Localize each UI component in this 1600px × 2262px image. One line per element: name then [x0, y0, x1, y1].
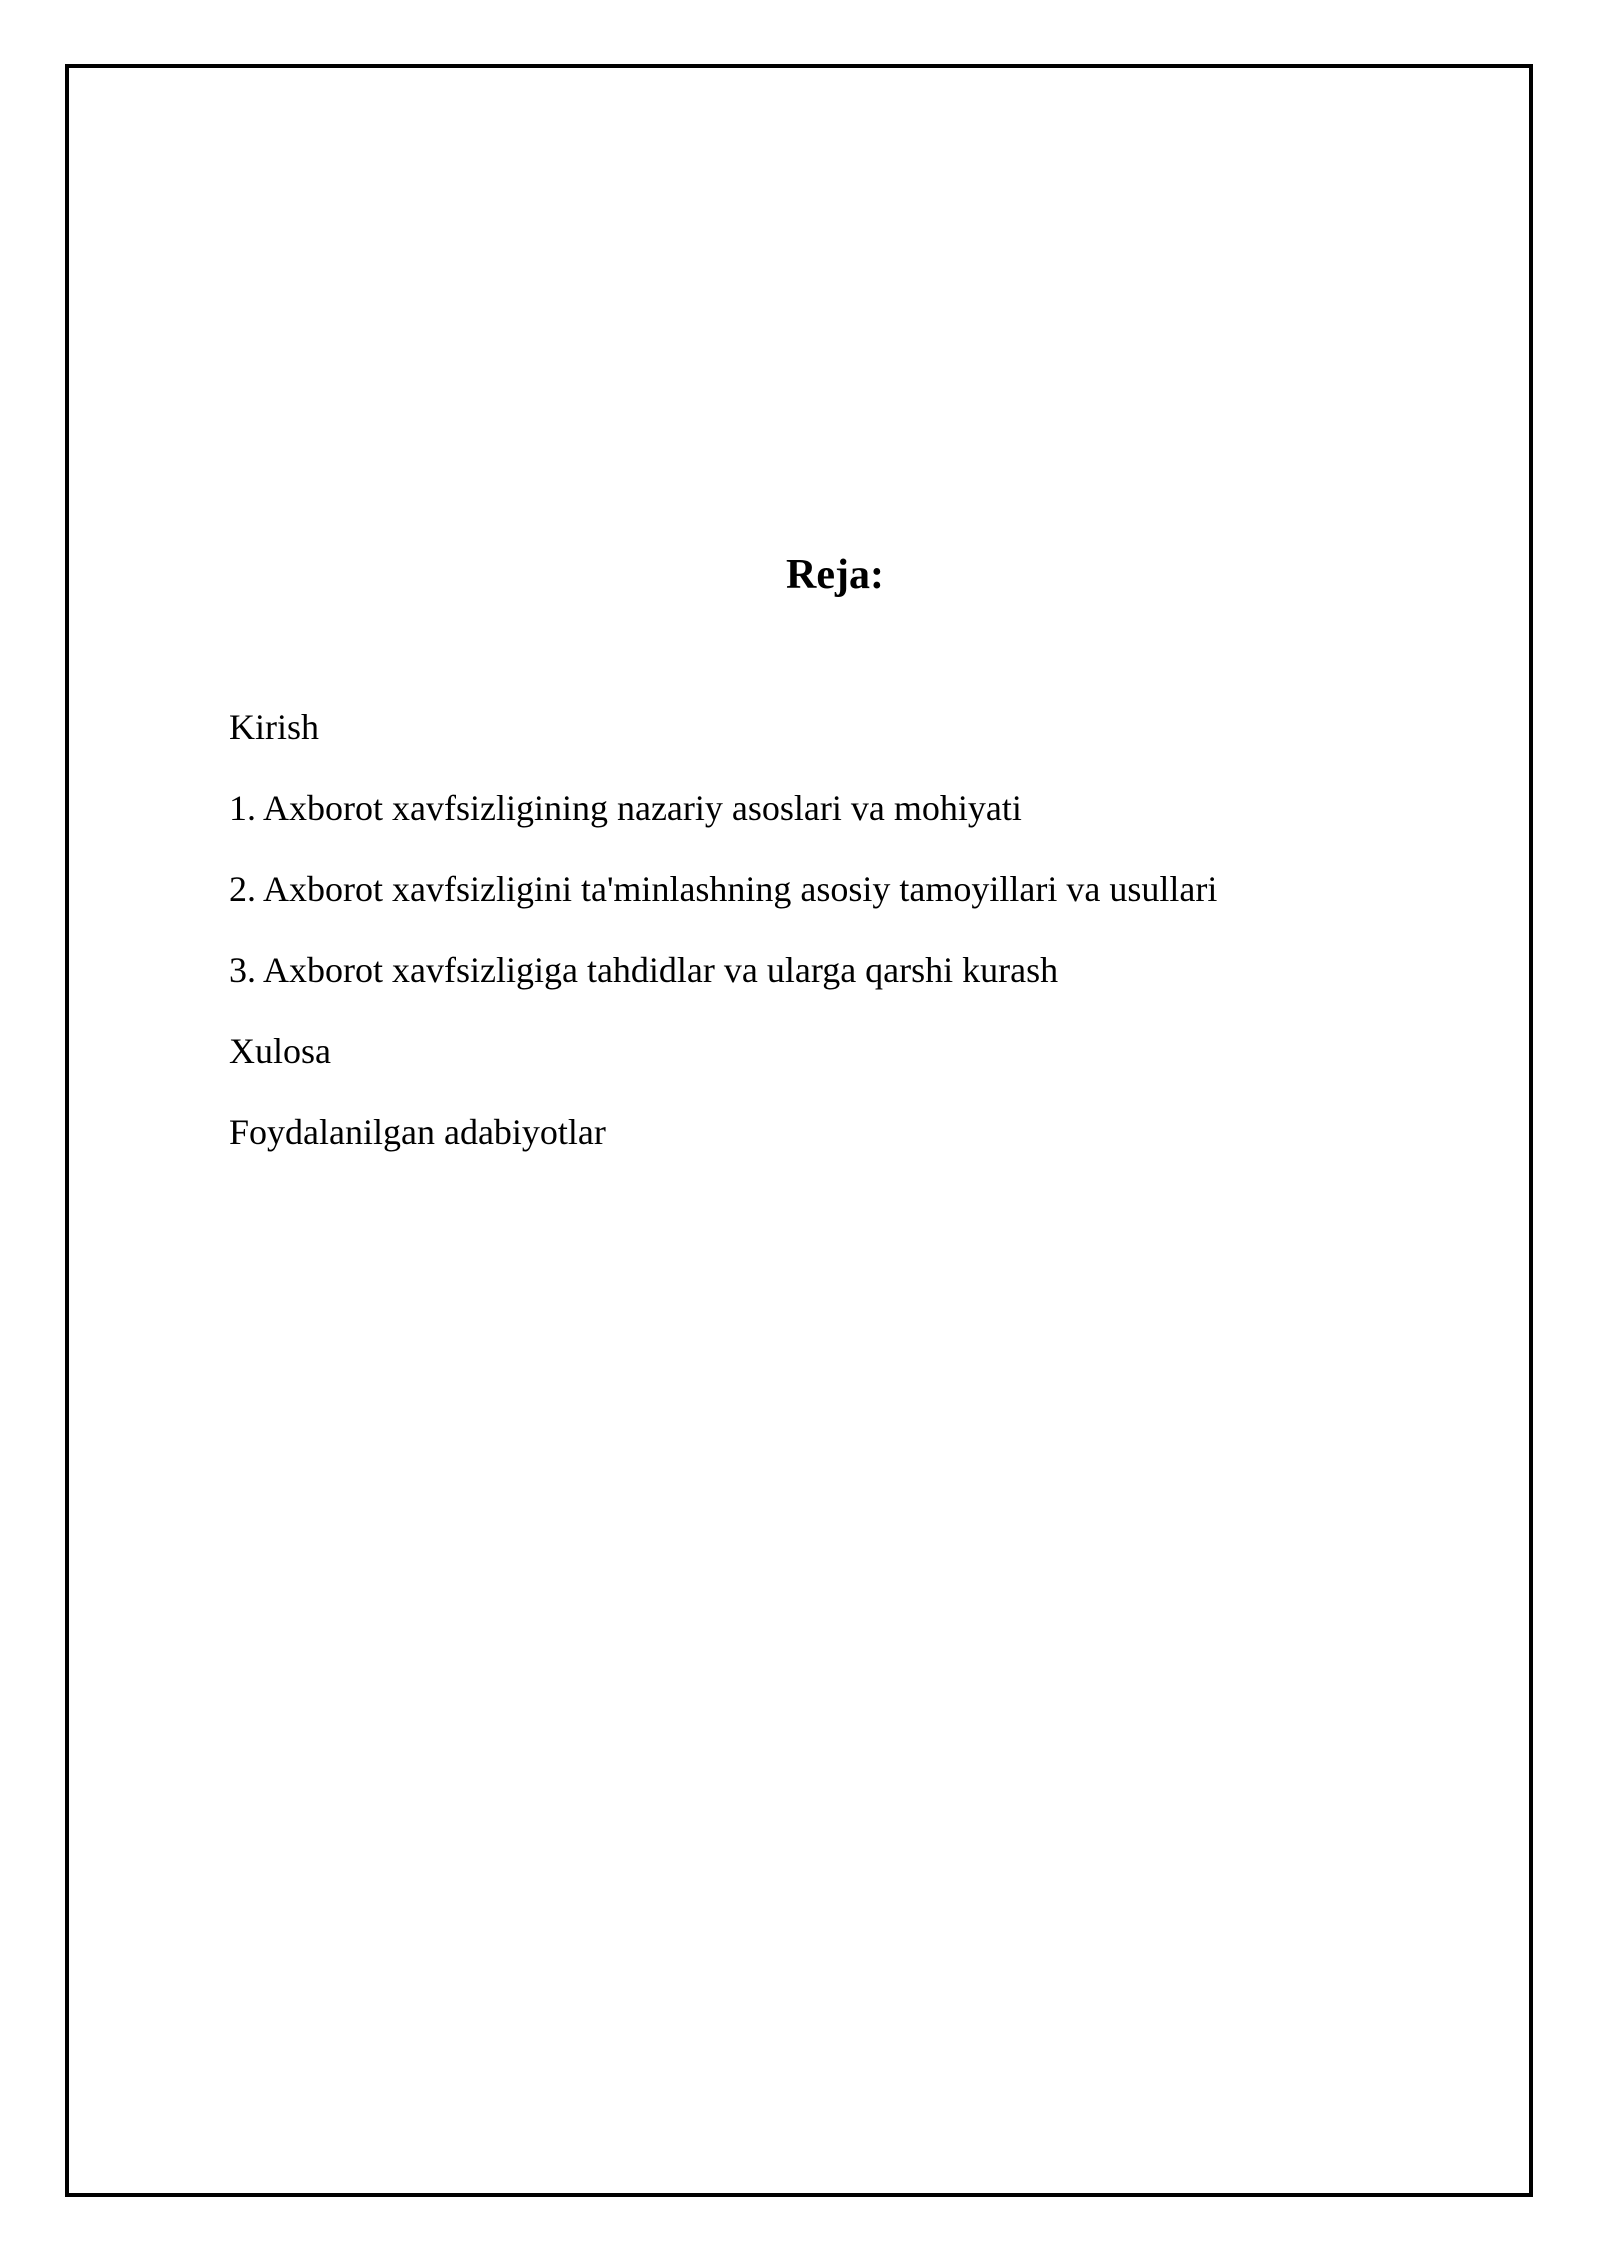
page-title: Reja: — [786, 552, 884, 598]
toc-item-chapter-3: 3. Axborot xavfsizligiga tahdidlar va ularga qarshi kurash — [229, 950, 1059, 990]
toc-item-conclusion: Xulosa — [229, 1031, 331, 1071]
toc-item-chapter-1: 1. Axborot xavfsizligining nazariy asoslari va mohiyati — [229, 788, 1022, 828]
toc-item-introduction: Kirish — [229, 707, 319, 747]
toc-item-references: Foydalanilgan adabiyotlar — [229, 1112, 606, 1152]
toc-item-chapter-2: 2. Axborot xavfsizligini ta'minlashning asosiy tamoyillari va usullari — [229, 869, 1218, 909]
table-of-contents — [229, 700, 1217, 1186]
